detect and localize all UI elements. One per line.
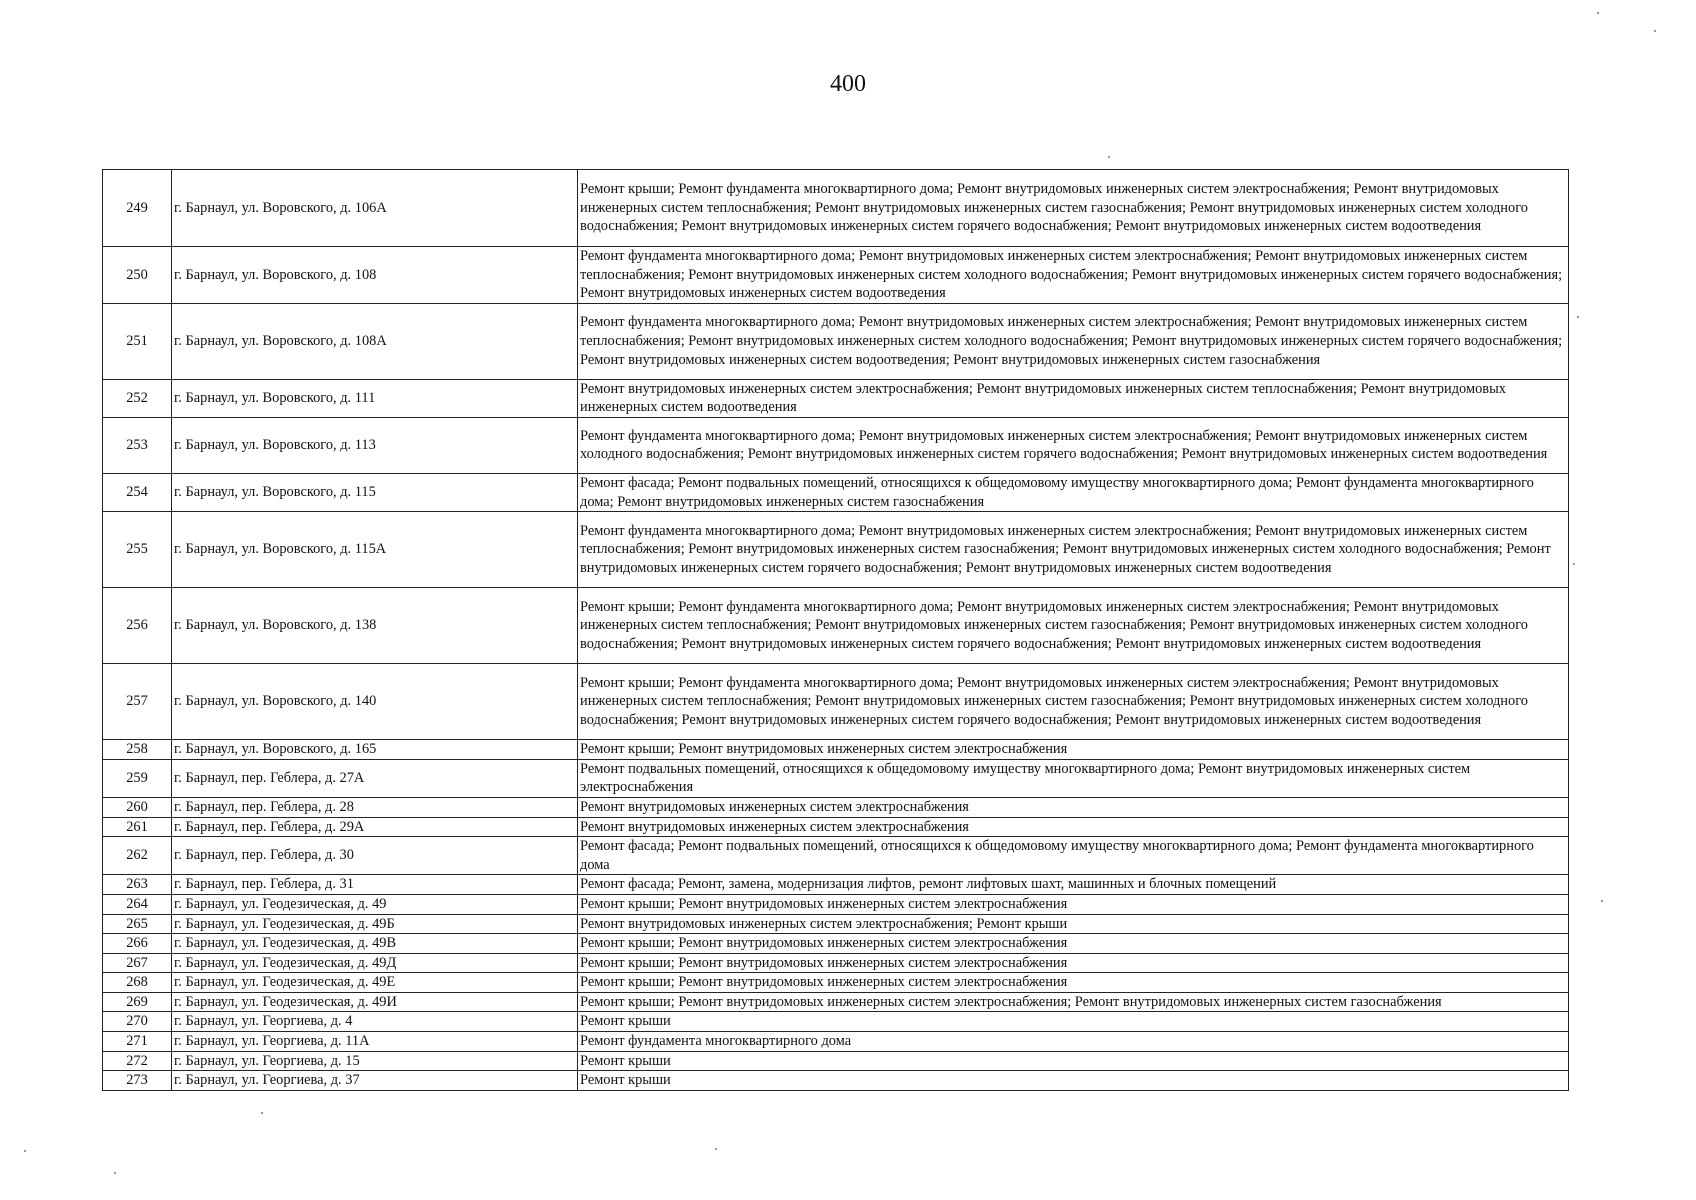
row-number: 257 xyxy=(103,664,172,740)
row-number: 258 xyxy=(103,740,172,760)
table-row xyxy=(103,588,1569,664)
row-works: Ремонт фундамента многоквартирного дома; Ремонт внутридомовых инженерных систем электроснабжения; Ремонт внутридомовых инженерных систем теплоснабжения; Ремонт внутридомовых инженерных систем холодного водоснабжения; Ремонт внутридомовых инженерных систем горячего водоснабжения; Ремонт внутридомовых инженерных систем водоотведения xyxy=(578,247,1569,304)
table-row xyxy=(103,1071,1569,1091)
table-row xyxy=(103,473,1569,511)
row-works: Ремонт фундамента многоквартирного дома; Ремонт внутридомовых инженерных систем электроснабжения; Ремонт внутридомовых инженерных систем холодного водоснабжения; Ремонт внутридомовых инженерных систем горячего водоснабжения; Ремонт внутридомовых инженерных систем водоотведения xyxy=(578,417,1569,473)
row-address: г. Барнаул, ул. Георгиева, д. 4 xyxy=(172,1012,578,1032)
row-works: Ремонт крыши; Ремонт фундамента многоквартирного дома; Ремонт внутридомовых инженерных систем электроснабжения; Ремонт внутридомовых инженерных систем теплоснабжения; Ремонт внутридомовых инженерных систем газоснабжения; Ремонт внутридомовых инженерных систем холодного водоснабжения; Ремонт внутридомовых инженерных систем горячего водоснабжения; Ремонт внутридомовых инженерных систем водоотведения xyxy=(578,664,1569,740)
row-works: Ремонт фундамента многоквартирного дома xyxy=(578,1032,1569,1052)
row-address: г. Барнаул, пер. Геблера, д. 30 xyxy=(172,837,578,875)
table-row xyxy=(103,914,1569,934)
table-row xyxy=(103,417,1569,473)
scan-speck xyxy=(1597,12,1599,14)
row-address: г. Барнаул, ул. Геодезическая, д. 49Д xyxy=(172,953,578,973)
table-row xyxy=(103,817,1569,837)
scan-speck xyxy=(261,1112,263,1114)
row-address: г. Барнаул, ул. Воровского, д. 140 xyxy=(172,664,578,740)
row-address: г. Барнаул, ул. Воровского, д. 138 xyxy=(172,588,578,664)
scan-speck xyxy=(715,1148,717,1150)
row-number: 271 xyxy=(103,1032,172,1052)
row-works: Ремонт крыши; Ремонт внутридомовых инженерных систем электроснабжения xyxy=(578,934,1569,954)
row-number: 256 xyxy=(103,588,172,664)
row-number: 269 xyxy=(103,992,172,1012)
row-address: г. Барнаул, ул. Георгиева, д. 37 xyxy=(172,1071,578,1091)
row-number: 266 xyxy=(103,934,172,954)
row-number: 254 xyxy=(103,473,172,511)
row-works: Ремонт фасада; Ремонт, замена, модернизация лифтов, ремонт лифтовых шахт, машинных и блочных помещений xyxy=(578,875,1569,895)
row-address: г. Барнаул, ул. Воровского, д. 113 xyxy=(172,417,578,473)
row-works: Ремонт крыши; Ремонт внутридомовых инженерных систем электроснабжения xyxy=(578,894,1569,914)
row-address: г. Барнаул, ул. Георгиева, д. 11А xyxy=(172,1032,578,1052)
scan-speck xyxy=(1108,156,1110,158)
row-number: 268 xyxy=(103,973,172,993)
table-row xyxy=(103,1032,1569,1052)
row-address: г. Барнаул, ул. Геодезическая, д. 49В xyxy=(172,934,578,954)
row-number: 255 xyxy=(103,512,172,588)
table-row xyxy=(103,797,1569,817)
row-number: 270 xyxy=(103,1012,172,1032)
row-number: 267 xyxy=(103,953,172,973)
scan-speck xyxy=(1601,900,1603,902)
table-row xyxy=(103,1051,1569,1071)
row-address: г. Барнаул, ул. Воровского, д. 108А xyxy=(172,303,578,379)
row-address: г. Барнаул, ул. Воровского, д. 108 xyxy=(172,247,578,304)
row-number: 263 xyxy=(103,875,172,895)
table-body xyxy=(103,170,1569,1091)
row-address: г. Барнаул, ул. Геодезическая, д. 49 xyxy=(172,894,578,914)
row-works: Ремонт крыши; Ремонт фундамента многоквартирного дома; Ремонт внутридомовых инженерных систем электроснабжения; Ремонт внутридомовых инженерных систем теплоснабжения; Ремонт внутридомовых инженерных систем газоснабжения; Ремонт внутридомовых инженерных систем холодного водоснабжения; Ремонт внутридомовых инженерных систем горячего водоснабжения; Ремонт внутридомовых инженерных систем водоотведения xyxy=(578,588,1569,664)
table-row xyxy=(103,875,1569,895)
table-row xyxy=(103,379,1569,417)
table-row xyxy=(103,759,1569,797)
row-works: Ремонт фундамента многоквартирного дома; Ремонт внутридомовых инженерных систем электроснабжения; Ремонт внутридомовых инженерных систем теплоснабжения; Ремонт внутридомовых инженерных систем газоснабжения; Ремонт внутридомовых инженерных систем холодного водоснабжения; Ремонт внутридомовых инженерных систем горячего водоснабжения; Ремонт внутридомовых инженерных систем водоотведения xyxy=(578,512,1569,588)
row-address: г. Барнаул, пер. Геблера, д. 28 xyxy=(172,797,578,817)
row-address: г. Барнаул, ул. Воровского, д. 115 xyxy=(172,473,578,511)
table-row xyxy=(103,894,1569,914)
scan-speck xyxy=(1577,316,1579,318)
row-works: Ремонт фундамента многоквартирного дома; Ремонт внутридомовых инженерных систем электроснабжения; Ремонт внутридомовых инженерных систем теплоснабжения; Ремонт внутридомовых инженерных систем холодного водоснабжения; Ремонт внутридомовых инженерных систем горячего водоснабжения; Ремонт внутридомовых инженерных систем водоотведения; Ремонт внутридомовых инженерных систем газоснабжения xyxy=(578,303,1569,379)
row-address: г. Барнаул, ул. Воровского, д. 115А xyxy=(172,512,578,588)
table-row xyxy=(103,170,1569,247)
row-works: Ремонт подвальных помещений, относящихся к общедомовому имуществу многоквартирного дома; Ремонт внутридомовых инженерных систем электроснабжения xyxy=(578,759,1569,797)
table-row xyxy=(103,934,1569,954)
row-number: 262 xyxy=(103,837,172,875)
table-row xyxy=(103,740,1569,760)
row-works: Ремонт внутридомовых инженерных систем электроснабжения; Ремонт крыши xyxy=(578,914,1569,934)
row-address: г. Барнаул, пер. Геблера, д. 31 xyxy=(172,875,578,895)
table-row xyxy=(103,1012,1569,1032)
row-works: Ремонт крыши; Ремонт внутридомовых инженерных систем электроснабжения xyxy=(578,973,1569,993)
row-works: Ремонт крыши; Ремонт внутридомовых инженерных систем электроснабжения xyxy=(578,740,1569,760)
row-number: 272 xyxy=(103,1051,172,1071)
row-address: г. Барнаул, ул. Геодезическая, д. 49Б xyxy=(172,914,578,934)
table-row xyxy=(103,992,1569,1012)
table-row xyxy=(103,303,1569,379)
row-address: г. Барнаул, ул. Геодезическая, д. 49И xyxy=(172,992,578,1012)
row-works: Ремонт фасада; Ремонт подвальных помещений, относящихся к общедомовому имуществу многоквартирного дома; Ремонт фундамента многоквартирного дома; Ремонт внутридомовых инженерных систем газоснабжения xyxy=(578,473,1569,511)
row-address: г. Барнаул, пер. Геблера, д. 27А xyxy=(172,759,578,797)
row-works: Ремонт крыши xyxy=(578,1051,1569,1071)
row-works: Ремонт крыши; Ремонт внутридомовых инженерных систем электроснабжения; Ремонт внутридомовых инженерных систем газоснабжения xyxy=(578,992,1569,1012)
table-row xyxy=(103,953,1569,973)
table-row xyxy=(103,973,1569,993)
row-address: г. Барнаул, ул. Геодезическая, д. 49Е xyxy=(172,973,578,993)
row-number: 250 xyxy=(103,247,172,304)
row-address: г. Барнаул, ул. Воровского, д. 106А xyxy=(172,170,578,247)
row-number: 253 xyxy=(103,417,172,473)
row-number: 260 xyxy=(103,797,172,817)
row-number: 259 xyxy=(103,759,172,797)
row-number: 252 xyxy=(103,379,172,417)
table-row xyxy=(103,247,1569,304)
scan-speck xyxy=(114,1172,116,1174)
row-number: 261 xyxy=(103,817,172,837)
row-works: Ремонт крыши; Ремонт внутридомовых инженерных систем электроснабжения xyxy=(578,953,1569,973)
row-number: 249 xyxy=(103,170,172,247)
row-works: Ремонт внутридомовых инженерных систем электроснабжения xyxy=(578,797,1569,817)
row-address: г. Барнаул, пер. Геблера, д. 29А xyxy=(172,817,578,837)
page-number: 400 xyxy=(830,71,866,97)
row-number: 251 xyxy=(103,303,172,379)
row-number: 265 xyxy=(103,914,172,934)
table-row xyxy=(103,664,1569,740)
row-works: Ремонт фасада; Ремонт подвальных помещений, относящихся к общедомовому имуществу многоквартирного дома; Ремонт фундамента многоквартирного дома xyxy=(578,837,1569,875)
row-address: г. Барнаул, ул. Воровского, д. 165 xyxy=(172,740,578,760)
row-works: Ремонт крыши xyxy=(578,1071,1569,1091)
row-address: г. Барнаул, ул. Георгиева, д. 15 xyxy=(172,1051,578,1071)
scan-speck xyxy=(24,1150,26,1152)
row-works: Ремонт крыши; Ремонт фундамента многоквартирного дома; Ремонт внутридомовых инженерных систем электроснабжения; Ремонт внутридомовых инженерных систем теплоснабжения; Ремонт внутридомовых инженерных систем газоснабжения; Ремонт внутридомовых инженерных систем холодного водоснабжения; Ремонт внутридомовых инженерных систем горячего водоснабжения; Ремонт внутридомовых инженерных систем водоотведения xyxy=(578,170,1569,247)
table-row xyxy=(103,512,1569,588)
row-works: Ремонт внутридомовых инженерных систем электроснабжения; Ремонт внутридомовых инженерных систем теплоснабжения; Ремонт внутридомовых инженерных систем водоотведения xyxy=(578,379,1569,417)
repair-works-table xyxy=(102,169,1569,1091)
row-address: г. Барнаул, ул. Воровского, д. 111 xyxy=(172,379,578,417)
row-number: 273 xyxy=(103,1071,172,1091)
row-works: Ремонт внутридомовых инженерных систем электроснабжения xyxy=(578,817,1569,837)
scan-speck xyxy=(1654,30,1656,32)
scan-speck xyxy=(1573,563,1575,565)
table-row xyxy=(103,837,1569,875)
row-works: Ремонт крыши xyxy=(578,1012,1569,1032)
row-number: 264 xyxy=(103,894,172,914)
